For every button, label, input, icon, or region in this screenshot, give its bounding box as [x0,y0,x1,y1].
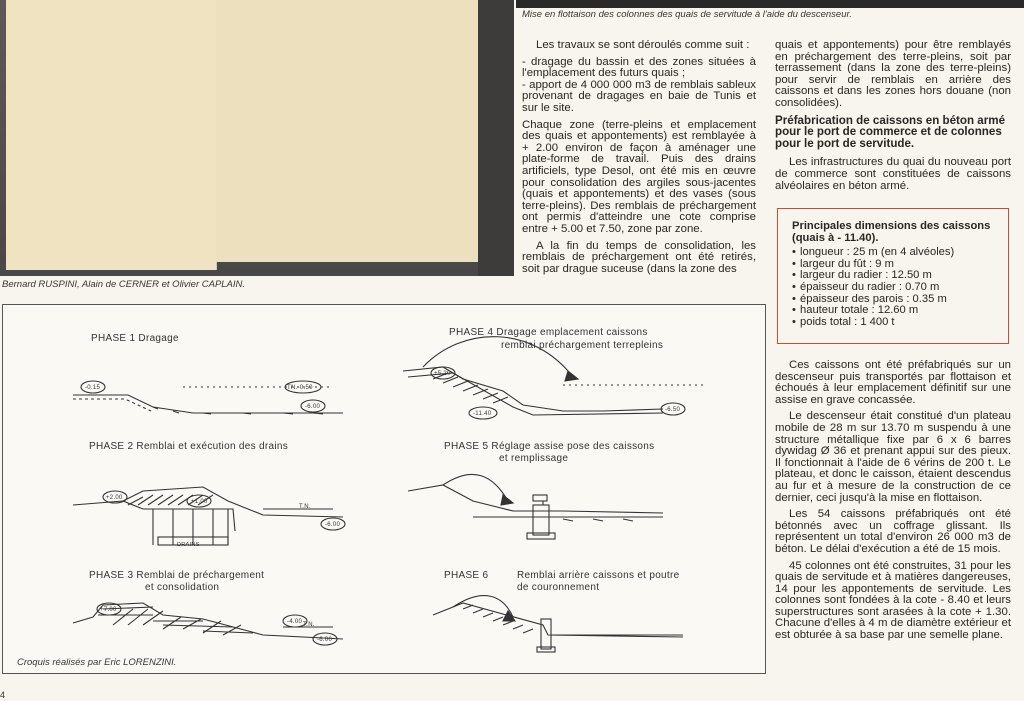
level-label: -6.00 [317,637,333,643]
level-label: -0.15 [85,385,101,391]
photo-paper-sheet [6,0,217,270]
paragraph: 45 colonnes ont été construites, 31 pour les quais de servitude et à matières dangereuses, 14 pour les appontements de servitude. Les colonnes sont fondées à la cote - 8.40 et leurs superstructures sont arasées à la cote + 1.30. Chacune d'elles à 4 m de diamètre extérieur et est obturée à sa base par une semelle plane. [775,559,1011,642]
paragraph: - dragage du bassin et des zones situées à l'emplacement des futurs quais ; [522,55,756,80]
photo [0,0,514,276]
paragraph: quais et appontements) pour être remblayés en préchargement des terre-pleins, soit par terrassement (dans la zone des terre-pleins) pour servir de remblais en arrière des caissons et dans les zones hors douane (non consolidées). [775,39,1011,109]
paragraph: - apport de 4 000 000 m3 de remblais sableux provenant de dragages en baie de Tunis et sur le site. [522,78,756,114]
phase-4-label-2: remblai préchargement terrepleins [501,340,664,351]
phase-3-label-2: et consolidation [145,582,220,593]
paragraph: Ces caissons ont été préfabriqués sur un descenseur puis transportés par flottaison et échoués à leur emplacement définitif sur une assise en grave concassée. [775,359,1011,406]
level-label: +2.00 [106,495,123,501]
paragraph: A la fin du temps de consolidation, les remblais de préchargement ont été retirés, soit par drague suceuse (dans la zone des [522,239,756,275]
paragraph: Chaque zone (terre-pleins et emplacement des quais et appontements) est remblayée à + 2.00 environ de façon à aménager une plate-forme de travail. Puis des drains artificiels, type Desol, ont été mis en œuvre pour consolidation des argiles sous-jacentes (quais et appontements) et des vases (sous terre-pleins). Des remblais de préchargement ont permis d'atteindre une cote comprise entre + 5.00 et 7.50, zone par zone. [522,118,756,235]
photo-caption: Bernard RUSPINI, Alain de CERNER et Olivier CAPLAIN. [2,279,246,290]
text-column-3 [775,360,1011,647]
phase-2-label: PHASE 2 Remblai et exécution des drains [89,441,289,452]
page-number: 4 [0,690,6,700]
section-heading: Préfabrication de caissons en béton armé pour le port de commerce et de colonnes pour le port de servitude. [775,113,1006,150]
paragraph: Les travaux se sont déroulés comme suit : [536,39,750,51]
level-label: -4.00 [287,619,303,625]
box-title: Principales dimensions des caissons (quais à - 11.40). [792,220,991,244]
phase-3-label: PHASE 3 Remblai de préchargement [89,570,265,581]
sketch-credit: Croquis réalisés par Eric LORENZINI. [17,657,177,668]
level-label: T.N. [299,504,311,510]
level-label: -6.00 [305,404,321,410]
phase-6-label-2: Remblai arrière caissons et poutre [517,570,680,581]
phase-6-label-3: de couronnement [517,582,600,593]
dimensions-list [792,247,998,328]
top-photo-strip [516,0,1024,8]
sketch-phase-5 [408,474,663,539]
list-item: • longueur : 25 m (en 4 alvéoles) [792,247,998,259]
level-label: TN.-0.50 [287,385,313,391]
list-item: • hauteur totale : 12.60 m [792,305,998,317]
top-photo-caption: Mise en flottaison des colonnes des quais de servitude à l'aide du descenseur. [522,9,852,20]
phase-4-label: PHASE 4 Dragage emplacement caissons [449,327,648,338]
photo-paper-sheet [216,0,478,262]
level-label: -6.50 [665,407,681,413]
phase-5-label: PHASE 5 Réglage assise pose des caissons [444,441,655,452]
phase-sketches [3,305,767,675]
phase-5-label-2: et remplissage [499,453,569,464]
level-label: T.N. [303,622,315,628]
construction-phases-figure [2,304,766,674]
level-label: -11.40 [473,411,492,417]
text-column-1 [522,40,756,280]
sketch-phase-6 [433,596,683,652]
photo-dark-strip [478,0,514,276]
phase-6-label: PHASE 6 [444,570,489,581]
dimensions-box [777,208,1009,344]
text-column-2 [775,40,1011,197]
phase-1-label: PHASE 1 Dragage [91,333,179,344]
paragraph: Le descenseur était constitué d'un plateau mobile de 28 m sur 13.70 m suspendu à une structure métallique fixe par 6 x 6 barres dywidag Ø 36 et prenant appui sur des pieux. Il fonctionnait à l'aide de 6 vérins de 200 t. Le plateau, et donc le caisson, étaient descendus au fur et à mesure de la construction de ce dernier, ceci jusqu'à la mise en flottaison. [775,410,1011,504]
list-item: • épaisseur des parois : 0.35 m [792,294,998,306]
list-item: • épaisseur du radier : 0.70 m [792,282,998,294]
paragraph: Les 54 caissons préfabriqués ont été bétonnés avec un coffrage glissant. Ils représentent un total d'environ 26 000 m3 de béton. Le délai d'exécution a été de 15 mois. [775,508,1011,555]
paragraph: Les infrastructures du quai du nouveau port de commerce sont constituées de caissons alvéolaires en béton armé. [775,156,1011,192]
level-label: +5.20 [434,371,451,377]
level-label: -6.00 [325,522,341,528]
drains-label: DRAINS [177,542,200,548]
list-item: • poids total : 1 400 t [792,317,998,329]
level-label: +7.00 [100,607,117,613]
list-item: • largeur du radier : 12.50 m [792,270,998,282]
list-item: • largeur du fût : 9 m [792,259,998,271]
level-label: +1.00 [191,499,208,505]
